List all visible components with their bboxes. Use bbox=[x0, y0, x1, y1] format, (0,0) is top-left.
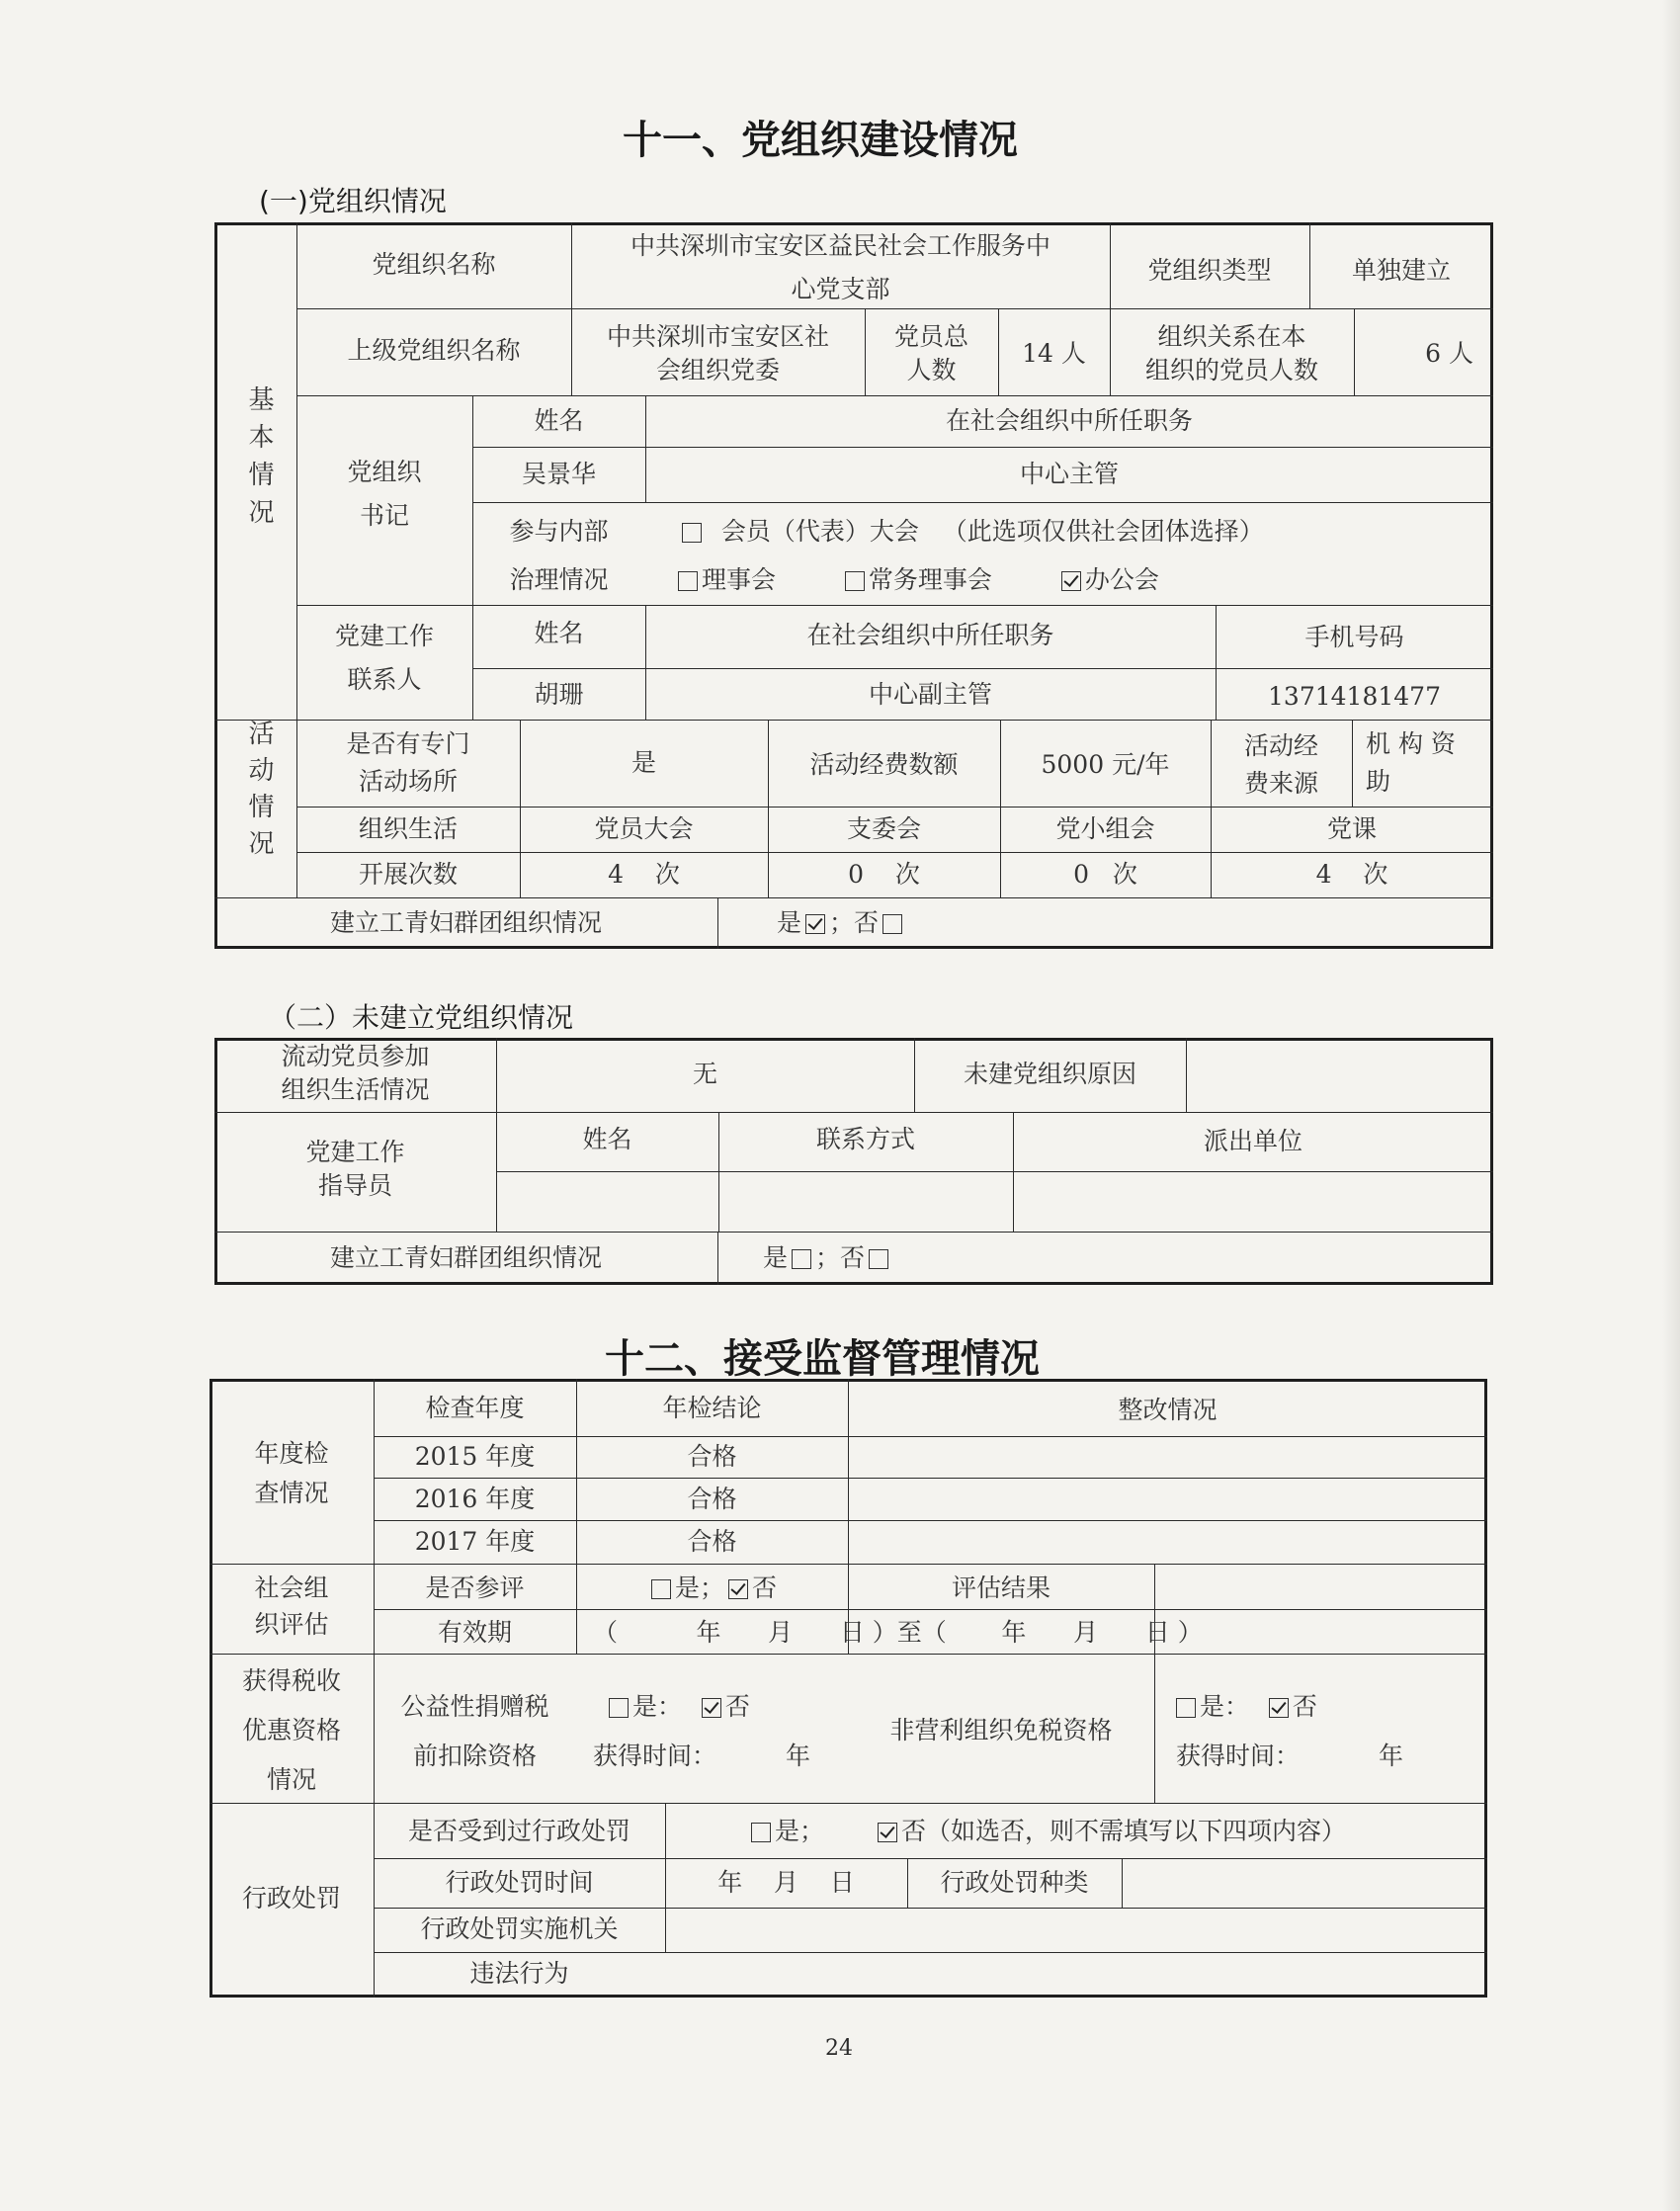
validity-value: （ 年 月 日 ）至（ 年 月 日 ） bbox=[593, 1618, 1203, 1647]
venue-value: 是 bbox=[630, 748, 656, 777]
gov-option-council: 理事会 bbox=[702, 565, 777, 594]
donation-obtain-time: 获得时间： 年 bbox=[593, 1742, 811, 1770]
checkbox-nonprofit-yes[interactable] bbox=[1176, 1698, 1196, 1718]
validity-label: 有效期 bbox=[437, 1618, 512, 1647]
governance-label-line1: 参与内部 bbox=[509, 517, 609, 546]
members-total-label-line1: 党员总 bbox=[893, 322, 968, 351]
org-life-item: 党小组会 bbox=[1055, 814, 1155, 843]
donation-choice: 是： 否 bbox=[605, 1690, 750, 1724]
checkbox-groups2-no[interactable] bbox=[869, 1249, 888, 1269]
penalty-label: 行政处罚 bbox=[241, 1884, 341, 1913]
org-name-value-line1: 中共深圳市宝安区益民社会工作服务中 bbox=[630, 231, 1050, 260]
funds-label: 活动经费数额 bbox=[809, 750, 959, 779]
groups-choice: 是 ；否 bbox=[777, 906, 906, 940]
eval-label-line2: 织评估 bbox=[254, 1610, 329, 1639]
secretary-name-header: 姓名 bbox=[534, 406, 584, 435]
times-value: 4 次 bbox=[608, 860, 680, 889]
secretary-name: 吴景华 bbox=[521, 460, 596, 488]
donation-label-line2: 前扣除资格 bbox=[412, 1742, 537, 1770]
nonprofit-choice: 是： 否 bbox=[1172, 1690, 1317, 1724]
section-11-title: 十一、党组织建设情况 bbox=[623, 118, 1018, 163]
governance-row-1 bbox=[678, 515, 1264, 549]
org-life-item: 党课 bbox=[1326, 814, 1377, 843]
nonprofit-label: 非营利组织免税资格 bbox=[889, 1716, 1113, 1744]
activity-vertical-label: 活动情况 bbox=[244, 720, 274, 866]
checkbox-eval-no[interactable] bbox=[728, 1579, 748, 1599]
checkbox-standing-council[interactable] bbox=[845, 571, 865, 591]
checkbox-penalty-yes[interactable] bbox=[751, 1823, 771, 1842]
page-number: 24 bbox=[825, 2036, 853, 2061]
penalty-time-label: 行政处罚时间 bbox=[445, 1868, 594, 1897]
times-value: 0 次 bbox=[1073, 860, 1137, 889]
checkbox-penalty-no[interactable] bbox=[878, 1823, 897, 1842]
inspection-result: 合格 bbox=[687, 1442, 737, 1471]
annual-label-line1: 年度检 bbox=[254, 1439, 329, 1468]
secretary-position-header: 在社会组织中所任职务 bbox=[945, 406, 1193, 435]
penalty-agency-label: 行政处罚实施机关 bbox=[420, 1914, 619, 1943]
rectify-header: 整改情况 bbox=[1118, 1396, 1218, 1424]
liaison-position-header: 在社会组织中所任职务 bbox=[806, 621, 1054, 649]
tax-label-line2: 优惠资格 bbox=[241, 1716, 341, 1744]
times-value: 0 次 bbox=[848, 860, 920, 889]
inspection-year: 2015 年度 bbox=[414, 1442, 536, 1471]
funds-source-value-line2: 助 bbox=[1366, 767, 1391, 796]
penalty-choice: 是； 否（如选否，则不需填写以下四项内容） bbox=[747, 1815, 1346, 1848]
floating-label-line2: 组织生活情况 bbox=[281, 1075, 430, 1104]
checkbox-donation-no[interactable] bbox=[702, 1698, 721, 1718]
times-label: 开展次数 bbox=[358, 860, 458, 889]
checkbox-office-meeting[interactable] bbox=[1061, 571, 1081, 591]
tax-label-line1: 获得税收 bbox=[241, 1666, 341, 1695]
org-life-item: 支委会 bbox=[846, 814, 921, 843]
checkbox-groups-yes[interactable] bbox=[805, 914, 825, 934]
instructor-contact-header: 联系方式 bbox=[815, 1125, 915, 1153]
checkbox-nonprofit-no[interactable] bbox=[1269, 1698, 1289, 1718]
members-in-org-label-line1: 组织关系在本 bbox=[1157, 322, 1306, 351]
liaison-position: 中心副主管 bbox=[868, 680, 992, 709]
members-total-label-line2: 人数 bbox=[906, 356, 957, 384]
parent-org-label: 上级党组织名称 bbox=[347, 336, 521, 365]
section-12-title: 十二、接受监督管理情况 bbox=[605, 1336, 1040, 1382]
org-life-label: 组织生活 bbox=[358, 814, 458, 843]
not-established-label: 未建党组织原因 bbox=[963, 1060, 1136, 1088]
liaison-label-line1: 党建工作 bbox=[334, 622, 434, 650]
checkbox-members-assembly[interactable] bbox=[682, 523, 702, 543]
org-type-value: 单独建立 bbox=[1351, 256, 1451, 285]
inspection-year: 2017 年度 bbox=[414, 1527, 536, 1556]
gov-option-standing-council: 常务理事会 bbox=[868, 565, 992, 594]
eval-participate-label: 是否参评 bbox=[425, 1573, 525, 1602]
liaison-phone: 13714181477 bbox=[1268, 682, 1441, 711]
instructor-name-header: 姓名 bbox=[582, 1125, 632, 1153]
floating-label-line1: 流动党员参加 bbox=[281, 1042, 430, 1070]
secretary-position: 中心主管 bbox=[1019, 460, 1119, 488]
members-in-org-label-line2: 组织的党员人数 bbox=[1144, 356, 1318, 384]
gov-note: （此选项仅供社会团体选择） bbox=[942, 517, 1264, 546]
checkbox-council[interactable] bbox=[678, 571, 698, 591]
venue-label-line2: 活动场所 bbox=[358, 767, 458, 796]
inspection-result: 合格 bbox=[687, 1527, 737, 1556]
members-total-value: 14 人 bbox=[1022, 339, 1086, 368]
violation-label: 违法行为 bbox=[469, 1959, 569, 1988]
liaison-name: 胡珊 bbox=[534, 680, 584, 709]
penalty-type-label: 行政处罚种类 bbox=[940, 1868, 1089, 1897]
checkbox-groups-no[interactable] bbox=[882, 914, 902, 934]
secretary-label-line1: 党组织 bbox=[347, 458, 422, 486]
funds-source-value-line1: 机 构 资 bbox=[1366, 729, 1456, 758]
eval-result-label: 评估结果 bbox=[951, 1573, 1050, 1602]
liaison-label-line2: 联系人 bbox=[347, 665, 422, 694]
org-type-label: 党组织类型 bbox=[1147, 256, 1272, 285]
eval-participate-choice: 是； 否 bbox=[576, 1572, 848, 1605]
subsection-1-title: (一)党组织情况 bbox=[259, 185, 447, 217]
tax-label-line3: 情况 bbox=[266, 1765, 316, 1794]
parent-org-value-line1: 中共深圳市宝安区社 bbox=[606, 322, 829, 351]
funds-value: 5000 元/年 bbox=[1041, 750, 1170, 779]
inspection-year: 2016 年度 bbox=[414, 1485, 536, 1513]
funds-source-label-line2: 费来源 bbox=[1243, 769, 1318, 798]
penalty-question: 是否受到过行政处罚 bbox=[407, 1817, 630, 1845]
instructor-label-line2: 指导员 bbox=[317, 1171, 392, 1200]
secretary-label-line2: 书记 bbox=[359, 501, 409, 530]
inspection-result: 合格 bbox=[687, 1485, 737, 1513]
members-in-org-value: 6 人 bbox=[1425, 339, 1473, 368]
funds-source-label-line1: 活动经 bbox=[1243, 731, 1318, 760]
subsection-2-title: （二）未建立党组织情况 bbox=[269, 1001, 574, 1034]
year-header: 检查年度 bbox=[425, 1394, 525, 1422]
floating-value: 无 bbox=[692, 1060, 717, 1088]
governance-row-2 bbox=[674, 563, 1159, 597]
groups2-label: 建立工青妇群团组织情况 bbox=[329, 1243, 602, 1272]
venue-label-line1: 是否有专门 bbox=[346, 729, 470, 758]
penalty-date: 年 月 日 bbox=[717, 1868, 855, 1897]
gov-option-office-meeting: 办公会 bbox=[1084, 565, 1159, 594]
times-value: 4 次 bbox=[1315, 860, 1388, 889]
nonprofit-obtain-time: 获得时间： 年 bbox=[1176, 1742, 1404, 1770]
checkbox-donation-yes[interactable] bbox=[609, 1698, 629, 1718]
checkbox-groups2-yes[interactable] bbox=[792, 1249, 811, 1269]
gov-option-assembly: 会员（代表）大会 bbox=[720, 517, 919, 546]
liaison-name-header: 姓名 bbox=[534, 619, 584, 647]
org-life-item: 党员大会 bbox=[594, 814, 694, 843]
basic-info-vertical-label: 基本情况 bbox=[244, 385, 274, 536]
liaison-phone-header: 手机号码 bbox=[1304, 623, 1404, 651]
org-name-label: 党组织名称 bbox=[372, 250, 496, 279]
eval-label-line1: 社会组 bbox=[254, 1573, 329, 1602]
groups-label: 建立工青妇群团组织情况 bbox=[329, 908, 602, 937]
governance-label-line2: 治理情况 bbox=[509, 565, 609, 594]
instructor-unit-header: 派出单位 bbox=[1203, 1127, 1302, 1155]
org-name-value-line2: 心党支部 bbox=[791, 275, 890, 303]
instructor-label-line1: 党建工作 bbox=[305, 1138, 405, 1166]
checkbox-eval-yes[interactable] bbox=[651, 1579, 671, 1599]
result-header: 年检结论 bbox=[662, 1394, 762, 1422]
parent-org-value-line2: 会组织党委 bbox=[655, 356, 780, 384]
scan-edge bbox=[1662, 0, 1680, 2211]
groups2-choice: 是 ；否 bbox=[763, 1241, 892, 1275]
annual-label-line2: 查情况 bbox=[254, 1479, 329, 1507]
donation-label-line1: 公益性捐赠税 bbox=[400, 1692, 549, 1721]
